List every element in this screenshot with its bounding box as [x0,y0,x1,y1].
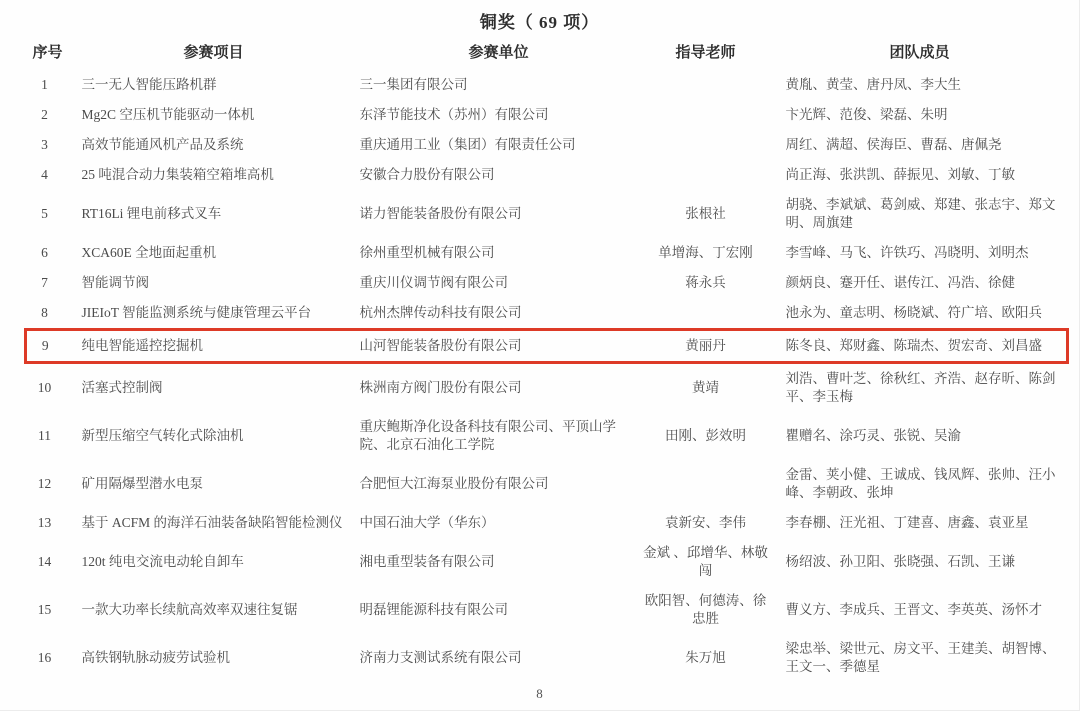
cell-project: 高铁钢轨脉动疲劳试验机 [81,650,230,665]
table-row-highlighted [26,330,1068,363]
table-header-row [26,35,1068,70]
cell-project: 纯电智能遥控挖掘机 [70,330,358,363]
table-row [26,538,1068,586]
cell-unit: 诺力智能装备股份有限公司 [359,206,522,221]
cell-team: 周红、满超、侯海臣、曹磊、唐佩尧 [785,137,1002,152]
cell-teacher: 田刚、彭效明 [665,428,746,443]
cell-unit: 重庆鲍斯净化设备科技有限公司、平顶山学院、北京石油化工学院 [359,419,616,452]
column-header-project: 参赛项目 [183,45,244,61]
cell-team: 瞿赠名、涂巧灵、张锐、吴渝 [785,428,961,443]
cell-num: 13 [37,515,52,530]
cell-unit: 安徽合力股份有限公司 [359,167,495,182]
cell-teacher [640,70,772,100]
cell-team: 杨绍波、孙卫阳、张晓强、石凯、王谦 [785,554,1015,569]
cell-teacher [640,298,772,330]
cell-unit: 明磊锂能源科技有限公司 [359,602,508,617]
cell-team: 卞光辉、范俊、梁磊、朱明 [785,107,948,122]
page-title: 铜奖（ 69 项） [479,13,600,32]
cell-teacher: 单增海、丁宏刚 [658,245,753,260]
cell-project: 一款大功率长续航高效率双速往复锯 [81,602,298,617]
cell-unit: 中国石油大学（华东） [359,515,495,530]
table-row [26,70,1068,100]
cell-num: 9 [26,330,70,363]
cell-unit: 三一集团有限公司 [359,77,468,92]
cell-project: 新型压缩空气转化式除油机 [81,428,244,443]
table-row [26,412,1068,460]
column-header-num: 序号 [32,45,63,61]
table-row [26,100,1068,130]
cell-unit: 徐州重型机械有限公司 [359,245,495,260]
cell-teacher: 张根社 [685,206,726,221]
cell-teacher: 黄丽丹 [640,330,772,363]
cell-unit: 重庆通用工业（集团）有限责任公司 [359,137,576,152]
table-row [26,460,1068,508]
cell-num: 4 [41,167,48,182]
cell-unit: 重庆川仪调节阀有限公司 [359,275,508,290]
cell-team: 金雷、荚小健、王诚成、钱凤辉、张帅、汪小峰、李朝政、张坤 [785,467,1056,500]
cell-unit: 株洲南方阀门股份有限公司 [359,380,522,395]
cell-teacher [640,160,772,190]
table-row [26,508,1068,538]
table-row [26,238,1068,268]
cell-teacher: 袁新安、李伟 [665,515,746,530]
cell-team: 曹义方、李成兵、王晋文、李英英、汤怀才 [785,602,1042,617]
cell-num: 14 [37,554,52,569]
cell-team: 李春棚、汪光祖、丁建喜、唐鑫、袁亚星 [785,515,1029,530]
table-row [26,634,1068,682]
cell-team: 梁忠举、梁世元、房文平、王建美、胡智博、王文一、季德星 [785,641,1056,674]
cell-teacher [640,460,772,508]
table-row [26,363,1068,413]
cell-num: 10 [37,380,52,395]
cell-num: 3 [41,137,48,152]
table-row [26,586,1068,634]
cell-unit: 济南力支测试系统有限公司 [359,650,522,665]
cell-teacher: 金斌 、邱增华、林敬闯 [643,545,768,578]
cell-team: 陈冬良、郑财鑫、陈瑞杰、贺宏奇、刘昌盛 [772,330,1068,363]
cell-num: 5 [41,206,48,221]
cell-unit: 合肥恒大江海泵业股份有限公司 [359,476,549,491]
cell-teacher [640,100,772,130]
cell-project: Mg2C 空压机节能驱动一体机 [81,107,255,122]
cell-num: 16 [37,650,52,665]
cell-num: 15 [37,602,52,617]
cell-project: 120t 纯电交流电动轮自卸车 [81,554,244,569]
cell-project: 基于 ACFM 的海洋石油装备缺陷智能检测仪 [81,515,343,530]
cell-num: 8 [41,305,48,320]
cell-project: XCA60E 全地面起重机 [81,245,217,260]
cell-team: 颜炳良、蹇开任、谌传江、冯浩、徐健 [785,275,1015,290]
cell-project: 25 吨混合动力集装箱空箱堆高机 [81,167,274,182]
cell-unit: 山河智能装备股份有限公司 [358,330,640,363]
cell-num: 7 [41,275,48,290]
cell-teacher: 黄靖 [692,380,719,395]
cell-project: RT16Li 锂电前移式叉车 [81,206,222,221]
table-row [26,190,1068,238]
cell-project: 高效节能通风机产品及系统 [81,137,244,152]
page-number: 8 [536,686,543,701]
cell-num: 11 [38,428,51,443]
cell-unit: 东泽节能技术（苏州）有限公司 [359,107,549,122]
cell-team: 胡骁、李斌斌、葛剑威、郑建、张志宇、郑文明、周旗建 [785,197,1056,230]
cell-num: 2 [41,107,48,122]
table-row [26,298,1068,330]
cell-team: 李雪峰、马飞、许铁巧、冯晓明、刘明杰 [785,245,1029,260]
cell-teacher: 蒋永兵 [685,275,726,290]
column-header-team: 团队成员 [889,45,950,61]
cell-teacher: 朱万旭 [685,650,726,665]
table-row [26,268,1068,298]
cell-project: 矿用隔爆型潜水电泵 [81,476,203,491]
cell-teacher: 欧阳智、何德涛、徐忠胜 [644,593,767,626]
table-row [26,160,1068,190]
table-body [26,70,1068,682]
cell-teacher [640,130,772,160]
award-table [24,35,1069,682]
cell-team: 刘浩、曹叶芝、徐秋红、齐浩、赵存昕、陈剑平、李玉梅 [785,371,1056,404]
cell-project: JIEIoT 智能监测系统与健康管理云平台 [81,305,312,320]
cell-num: 12 [37,476,52,491]
cell-num: 6 [41,245,48,260]
cell-team: 黄胤、黄莹、唐丹凤、李大生 [785,77,961,92]
table-row [26,130,1068,160]
cell-project: 活塞式控制阀 [81,380,163,395]
cell-num: 1 [41,77,48,92]
cell-project: 三一无人智能压路机群 [81,77,217,92]
cell-project: 智能调节阀 [81,275,149,290]
column-header-unit: 参赛单位 [468,45,529,61]
cell-unit: 湘电重型装备有限公司 [359,554,495,569]
cell-team: 池永为、童志明、杨晓斌、符广培、欧阳兵 [785,305,1042,320]
column-header-teacher: 指导老师 [675,45,736,61]
cell-unit: 杭州杰牌传动科技有限公司 [359,305,522,320]
cell-team: 尚正海、张洪凯、薛振见、刘敏、丁敏 [785,167,1015,182]
